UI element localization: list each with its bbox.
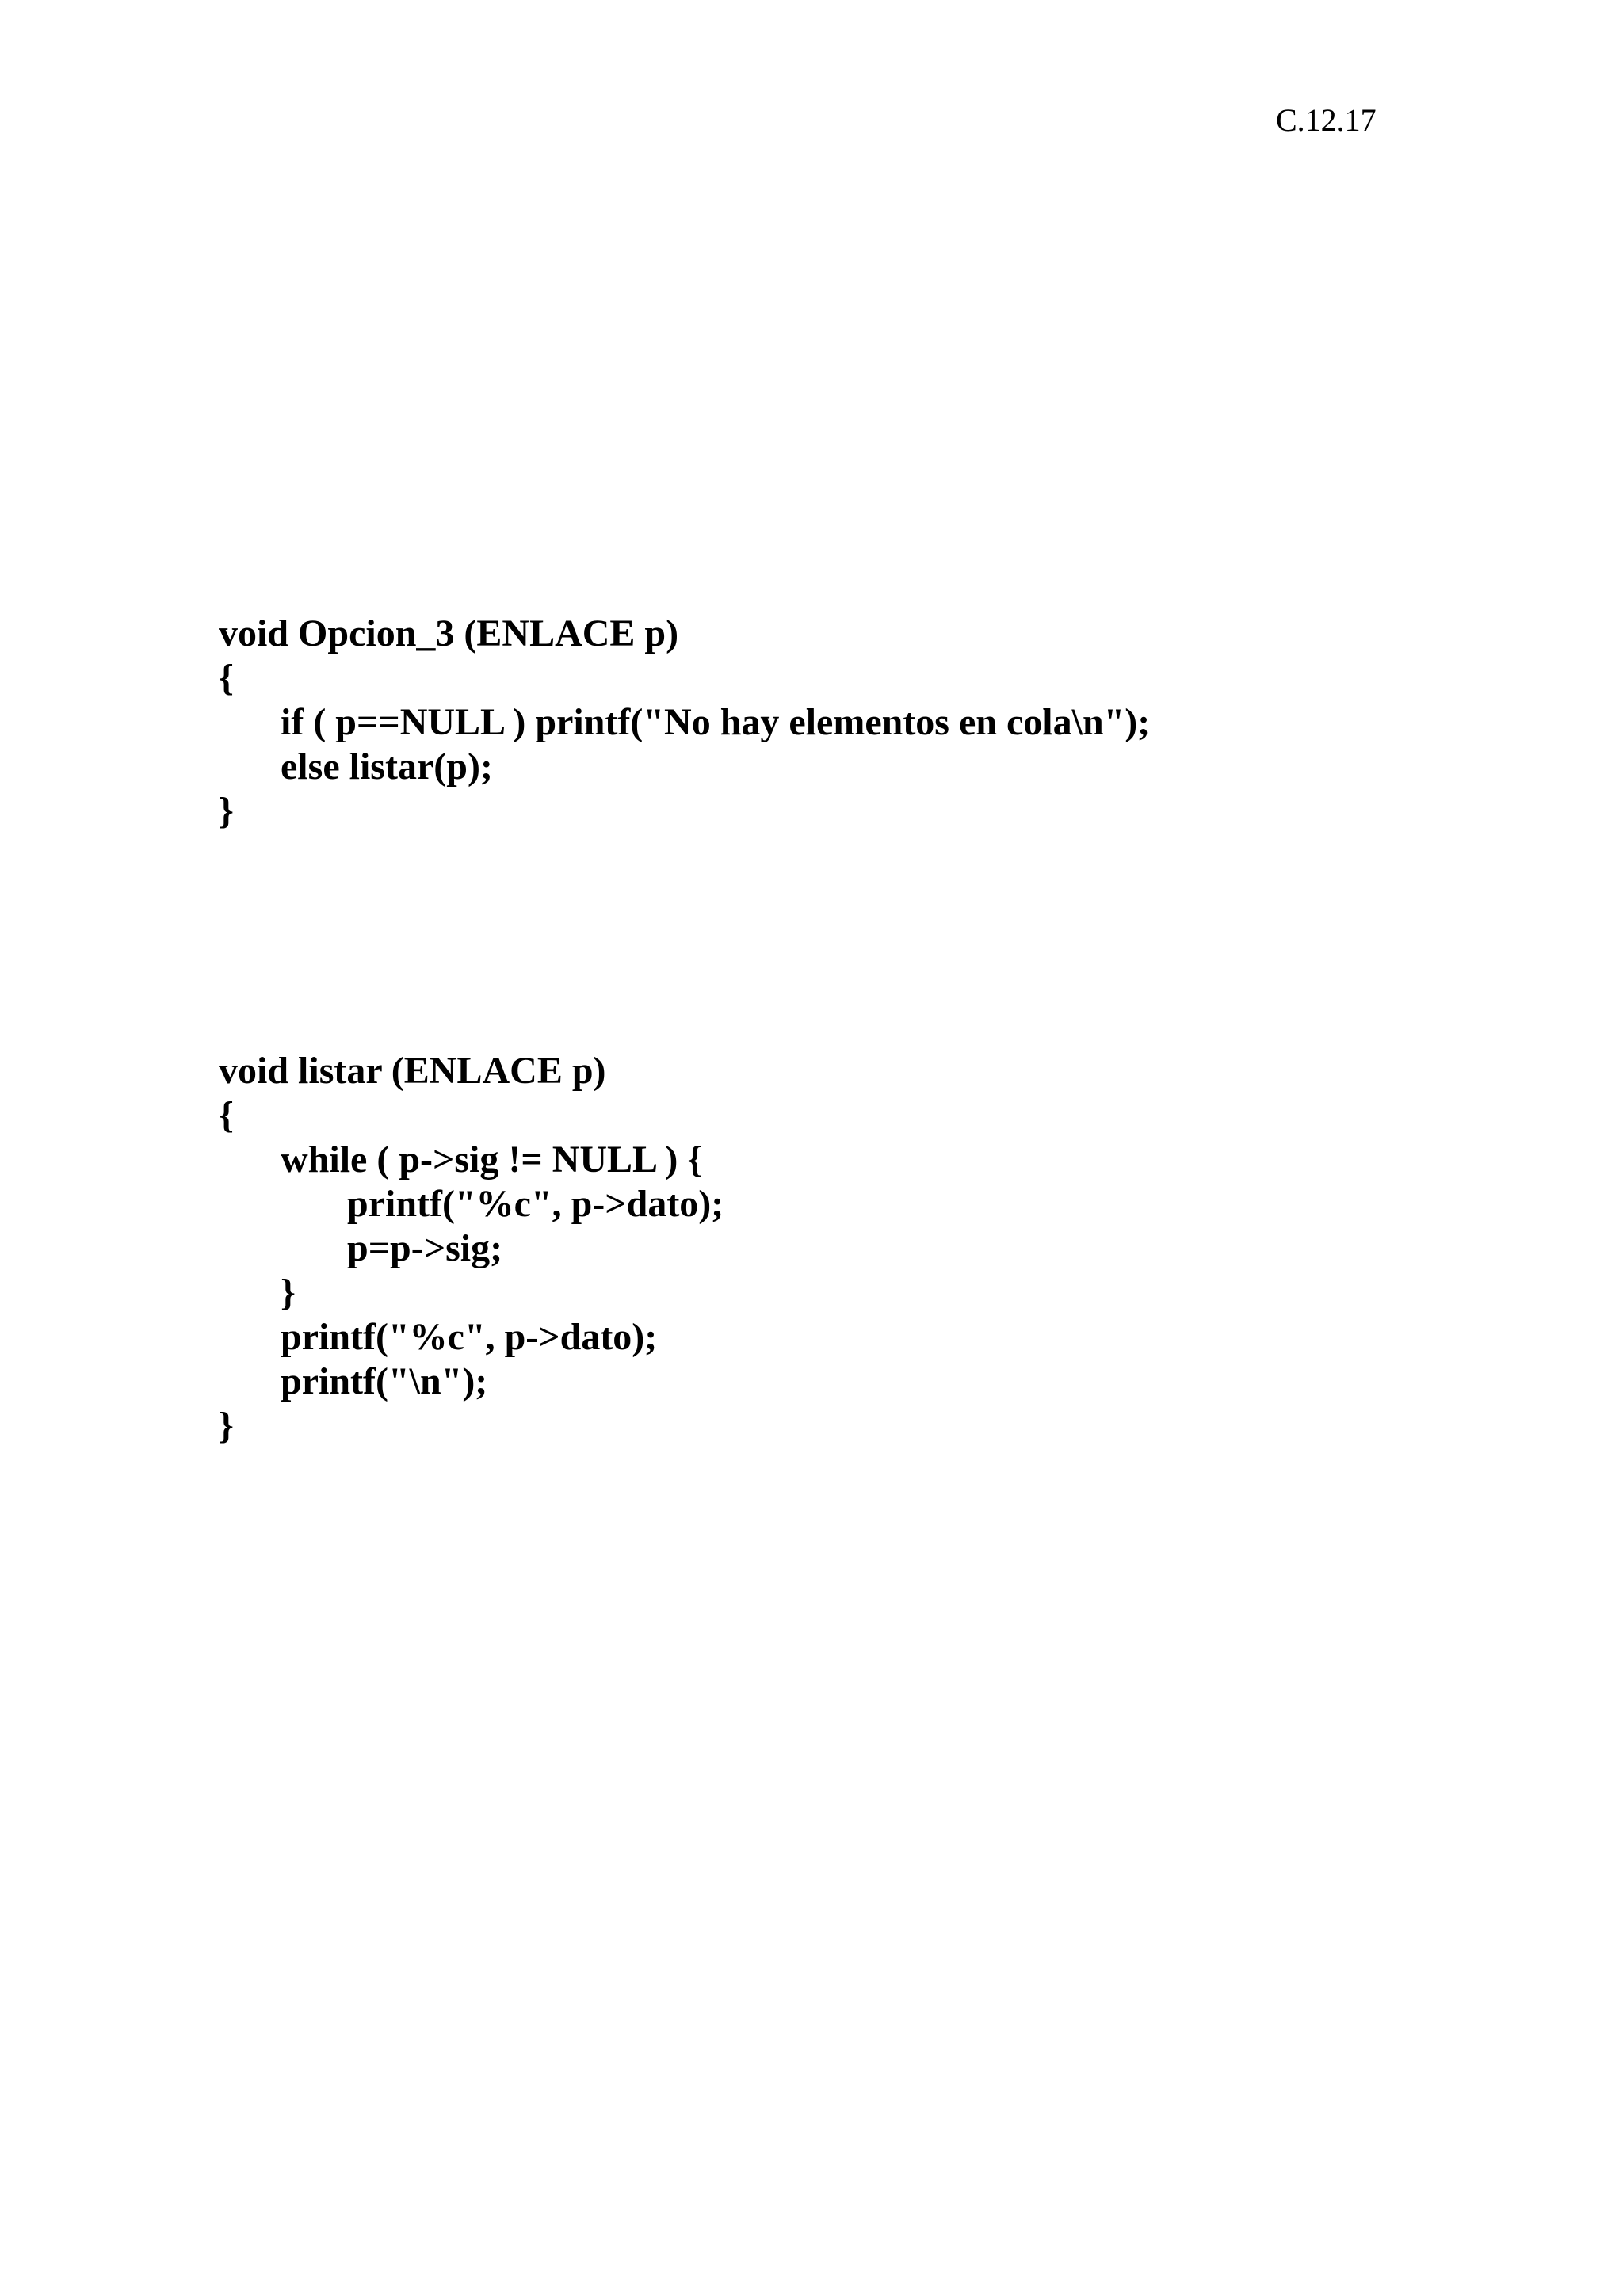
close-brace: } [219, 790, 234, 832]
open-brace: { [219, 1094, 234, 1136]
function-signature: void Opcion_3 (ENLACE p) [219, 612, 679, 654]
code-block-opcion3 [219, 612, 1150, 833]
code-statement: if ( p==NULL ) printf("No hay elementos en cola\n"); [281, 701, 1151, 743]
close-brace: } [281, 1272, 296, 1314]
code-block-listar [219, 1049, 724, 1448]
code-statement: else listar(p); [281, 746, 493, 788]
page-number: C.12.17 [1276, 102, 1377, 138]
close-brace: } [219, 1405, 234, 1447]
code-statement: printf("\n"); [281, 1360, 488, 1402]
function-signature: void listar (ENLACE p) [219, 1050, 606, 1092]
code-statement: printf("%c", p->dato); [347, 1183, 724, 1225]
code-statement: printf("%c", p->dato); [281, 1316, 658, 1358]
code-statement: while ( p->sig != NULL ) { [281, 1138, 703, 1180]
code-statement: p=p->sig; [347, 1227, 503, 1269]
open-brace: { [219, 657, 234, 699]
